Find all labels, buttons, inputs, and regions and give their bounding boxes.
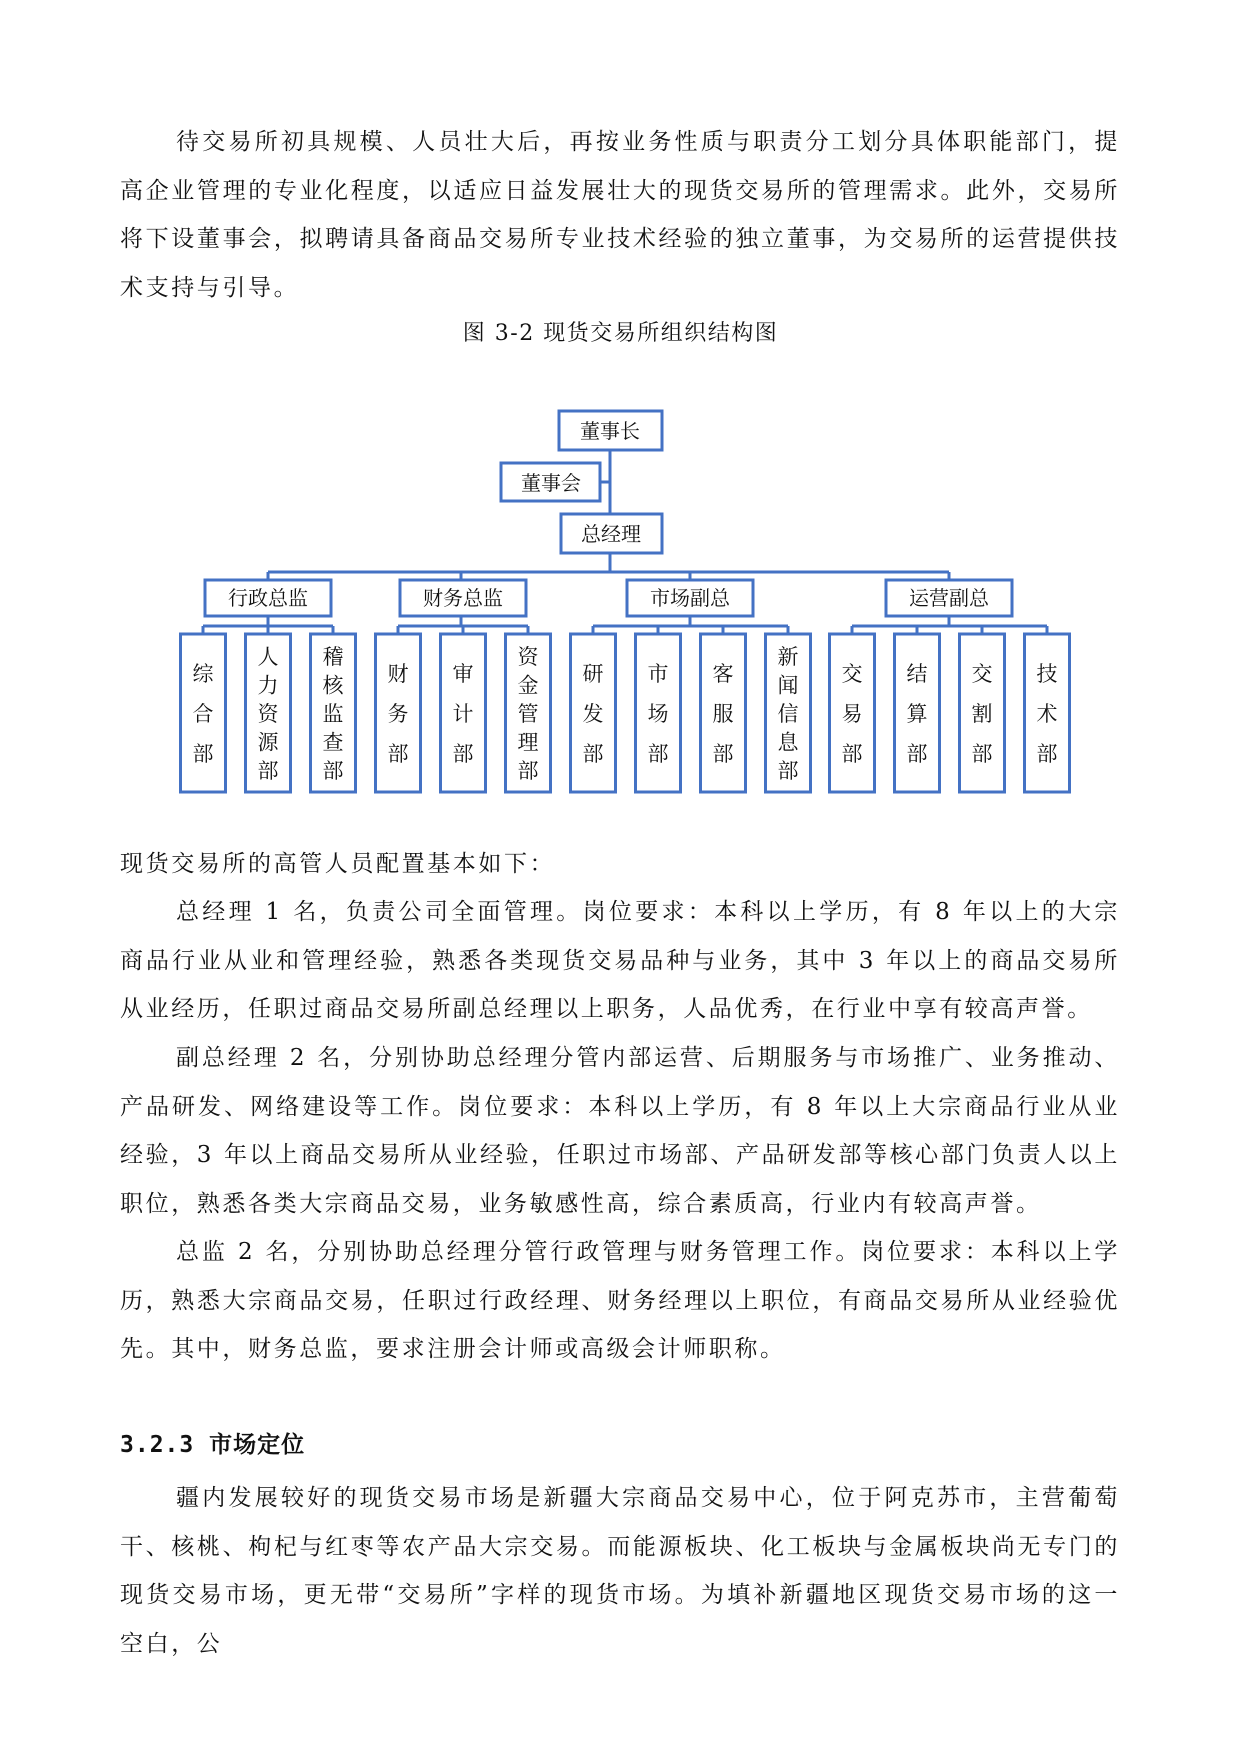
org-department-char: 部 bbox=[192, 742, 214, 766]
org-department-char: 管 bbox=[517, 702, 539, 726]
org-department-char: 计 bbox=[452, 702, 474, 726]
org-label-general-manager: 总经理 bbox=[581, 522, 641, 546]
org-department-char: 新 bbox=[777, 645, 799, 669]
org-department bbox=[441, 634, 486, 792]
org-department-char: 财 bbox=[387, 662, 409, 686]
org-department-char: 研 bbox=[582, 662, 604, 686]
org-department bbox=[830, 634, 875, 792]
org-department-char: 力 bbox=[257, 673, 279, 698]
org-chart bbox=[0, 380, 1241, 820]
org-department-char: 部 bbox=[582, 742, 604, 766]
section-heading: 3.2.3 市场定位 bbox=[120, 1432, 306, 1458]
org-department-char: 部 bbox=[647, 742, 669, 766]
org-department-char: 息 bbox=[777, 730, 799, 755]
org-department bbox=[960, 634, 1005, 792]
org-department-char: 部 bbox=[906, 742, 928, 766]
org-department-char: 结 bbox=[906, 662, 928, 686]
org-department bbox=[701, 634, 746, 792]
org-department-char: 部 bbox=[777, 759, 799, 783]
org-department bbox=[376, 634, 421, 792]
org-department-char: 综 bbox=[192, 662, 214, 686]
org-department-char: 部 bbox=[517, 759, 539, 783]
org-department-char: 部 bbox=[257, 759, 279, 783]
org-department-char: 资 bbox=[517, 645, 539, 669]
org-department-char: 金 bbox=[517, 673, 539, 698]
org-department bbox=[506, 634, 551, 792]
org-department bbox=[246, 634, 291, 792]
org-department-char: 监 bbox=[322, 702, 344, 726]
org-department-char: 信 bbox=[777, 702, 799, 726]
org-department-char: 核 bbox=[322, 673, 344, 698]
org-department bbox=[895, 634, 940, 792]
staffing-deputy-gm-paragraph: 副总经理 2 名，分别协助总经理分管内部运营、后期服务与市场推广、业务推动、产品研发、网络建设等工作。岗位要求：本科以上学历，有 8 年以上大宗商品行业从业经验，3 年以上商品交易所从业经验，任职过市场部、产品研发部等核心部门负责人以上职位，熟悉各类大宗商品交易，业务敏感性高，综合素质高，行业内有较高声誉。 bbox=[120, 1045, 1120, 1217]
figure-caption: 图 3-2 现货交易所组织结构图 bbox=[462, 321, 779, 346]
org-label-division: 运营副总 bbox=[909, 586, 989, 610]
org-label-division: 市场副总 bbox=[650, 586, 730, 610]
org-department-char: 部 bbox=[452, 742, 474, 766]
org-department-char: 理 bbox=[517, 730, 539, 755]
org-department-char: 资 bbox=[257, 702, 279, 726]
staffing-director-paragraph: 总监 2 名，分别协助总经理分管行政管理与财务管理工作。岗位要求：本科以上学历，熟悉大宗商品交易，任职过行政经理、财务经理以上职位，有商品交易所从业经验优先。其中，财务总监，要求注册会计师或高级会计师职称。 bbox=[120, 1239, 1120, 1362]
org-department-char: 客 bbox=[712, 662, 734, 686]
org-label-division: 财务总监 bbox=[423, 586, 503, 610]
org-department bbox=[311, 634, 356, 792]
org-department-char: 场 bbox=[647, 702, 669, 726]
org-department bbox=[766, 634, 811, 792]
org-department-char: 市 bbox=[647, 662, 669, 686]
org-department-char: 交 bbox=[971, 662, 993, 686]
org-label-chairman: 董事长 bbox=[580, 419, 640, 443]
org-label-board: 董事会 bbox=[521, 471, 581, 495]
org-department-char: 务 bbox=[387, 702, 409, 726]
org-department-char: 部 bbox=[387, 742, 409, 766]
org-department-char: 服 bbox=[712, 702, 734, 726]
org-department-char: 发 bbox=[582, 702, 604, 726]
org-department bbox=[181, 634, 226, 792]
org-department-char: 闻 bbox=[777, 673, 799, 698]
org-department-char: 人 bbox=[257, 645, 279, 669]
market-paragraph: 疆内发展较好的现货交易市场是新疆大宗商品交易中心，位于阿克苏市，主营葡萄干、核桃、枸杞与红枣等农产品大宗交易。而能源板块、化工板块与金属板块尚无专门的现货交易市场，更无带“交易所”字样的现货市场。为填补新疆地区现货交易市场的这一空白，公 bbox=[120, 1485, 1120, 1657]
org-department bbox=[1025, 634, 1070, 792]
org-department-char: 算 bbox=[906, 702, 928, 726]
org-department-char: 易 bbox=[841, 702, 863, 726]
org-department-char: 稽 bbox=[322, 645, 344, 669]
intro-paragraph: 待交易所初具规模、人员壮大后，再按业务性质与职责分工划分具体职能部门，提高企业管理的专业化程度，以适应日益发展壮大的现货交易所的管理需求。此外，交易所将下设董事会，拟聘请具备商品交易所专业技术经验的独立董事，为交易所的运营提供技术支持与引导。 bbox=[120, 129, 1120, 301]
org-department bbox=[571, 634, 616, 792]
org-department-char: 合 bbox=[192, 702, 214, 726]
org-department-char: 部 bbox=[322, 759, 344, 783]
staffing-intro: 现货交易所的高管人员配置基本如下： bbox=[120, 851, 556, 877]
org-label-division: 行政总监 bbox=[228, 586, 308, 610]
org-department-char: 割 bbox=[971, 702, 993, 726]
org-department-char: 交 bbox=[841, 662, 863, 686]
org-department-char: 部 bbox=[1036, 742, 1058, 766]
org-department-char: 源 bbox=[257, 730, 279, 755]
staffing-gm-paragraph: 总经理 1 名，负责公司全面管理。岗位要求：本科以上学历，有 8 年以上的大宗商品行业从业和管理经验，熟悉各类现货交易品种与业务，其中 3 年以上的商品交易所从业经历，任职过商品交易所副总经理以上职务，人品优秀，在行业中享有较高声誉。 bbox=[120, 899, 1120, 1022]
org-department-char: 审 bbox=[452, 662, 474, 686]
org-department bbox=[636, 634, 681, 792]
org-department-char: 技 bbox=[1036, 662, 1058, 686]
org-department-char: 部 bbox=[971, 742, 993, 766]
org-department-char: 术 bbox=[1036, 702, 1058, 726]
org-department-char: 部 bbox=[841, 742, 863, 766]
org-department-char: 查 bbox=[322, 730, 344, 755]
org-department-char: 部 bbox=[712, 742, 734, 766]
